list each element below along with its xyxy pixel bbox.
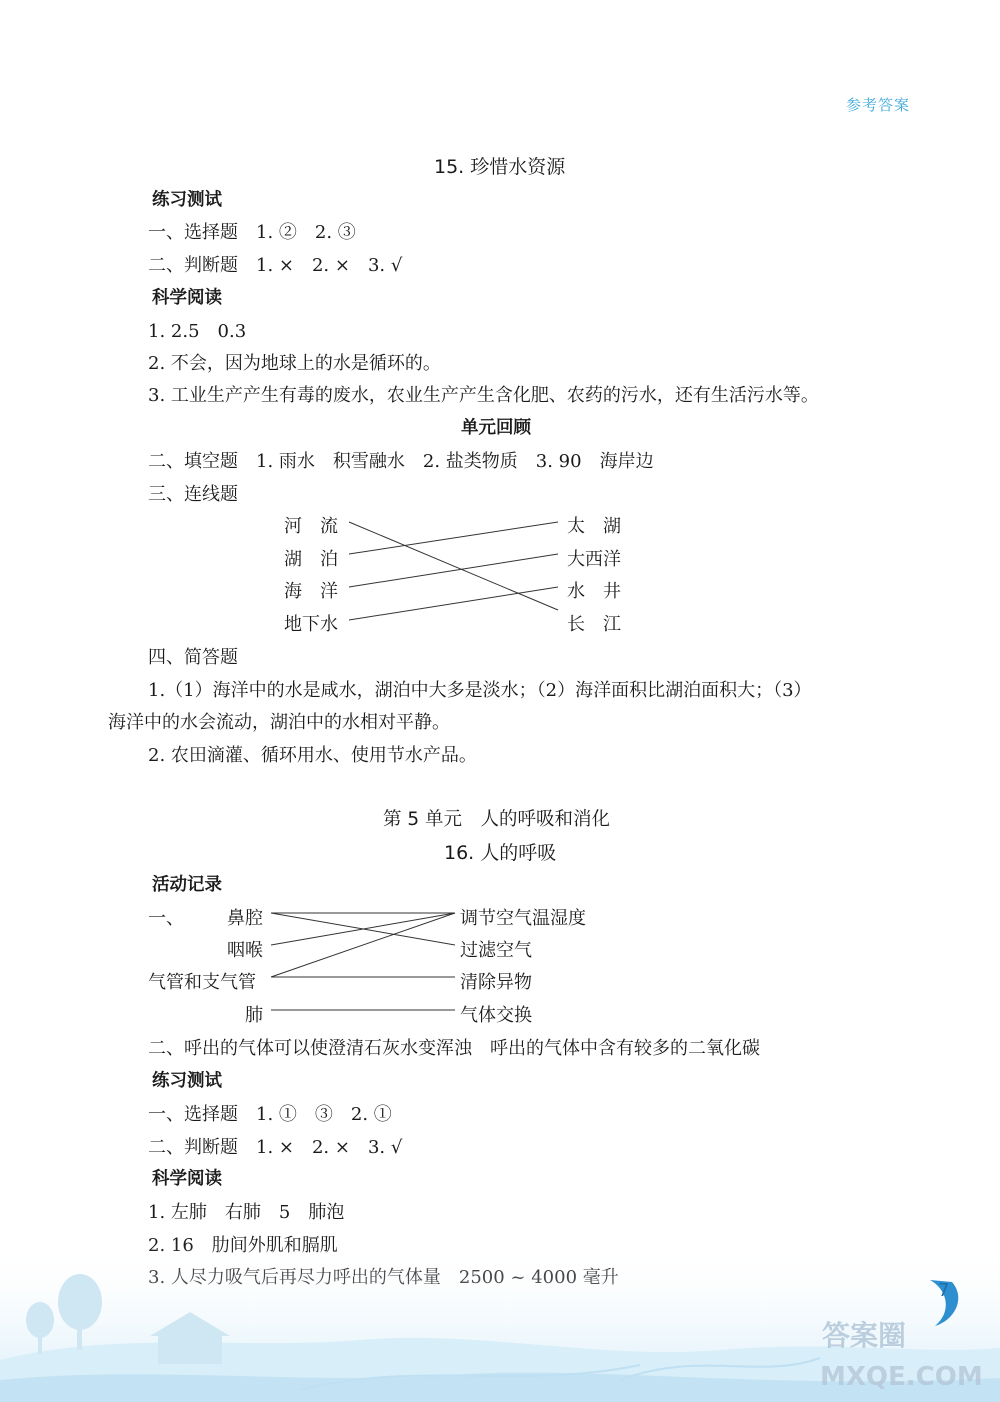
activity-heading: 活动记录 [152, 875, 222, 895]
function-humidity: 调节空气温湿度 [460, 908, 586, 929]
reading-answer-1: 1. 2.5 0.3 [148, 321, 247, 342]
match-line-river-yangtze [349, 522, 558, 610]
match-line-groundwater-well [349, 587, 558, 620]
reading-heading-2: 科学阅读 [152, 1169, 222, 1189]
match-right-2: 大西洋 [567, 549, 621, 570]
fill-answers: 二、填空题 1. 雨水 积雪融水 2. 盐类物质 3. 90 海岸边 [148, 451, 654, 472]
choice-answers: 一、选择题 1. ② 2. ③ [148, 222, 356, 243]
match-left-4: 地下水 [284, 614, 338, 635]
header-label: 参考答案 [846, 96, 911, 114]
resp-line-trachea-humidity [271, 913, 455, 977]
short-answer-2: 2. 农田滴灌、循环用水、使用节水产品。 [148, 745, 477, 766]
practice-heading: 练习测试 [152, 190, 222, 210]
match-left-2: 湖 泊 [284, 549, 338, 570]
function-filter: 过滤空气 [460, 940, 532, 961]
match-right-3: 水 井 [567, 581, 621, 602]
reading-answer-2-1: 1. 左肺 右肺 5 肺泡 [148, 1202, 345, 1223]
practice-heading-2: 练习测试 [152, 1071, 222, 1091]
judge-answers: 二、判断题 1. × 2. × 3. √ [148, 255, 403, 276]
short-answer-label: 四、简答题 [148, 647, 238, 668]
reading-answer-3: 3. 工业生产产生有毒的废水，农业生产产生含化肥、农药的污水，还有生活污水等。 [148, 385, 819, 406]
organ-nose: 鼻腔 [227, 908, 263, 929]
watermark-logo-bottom: MXQE.COM [820, 1362, 983, 1392]
reading-answer-2: 2. 不会，因为地球上的水是循环的。 [148, 353, 441, 374]
organ-trachea: 气管和支气管 [148, 972, 256, 993]
section-title: 15. 珍惜水资源 [434, 156, 566, 178]
match-right-4: 长 江 [567, 614, 621, 635]
organ-lung: 肺 [245, 1005, 263, 1026]
watermark-logo-top: 答案圈 [822, 1319, 907, 1352]
match-left-3: 海 洋 [284, 581, 338, 602]
reading-heading: 科学阅读 [152, 288, 222, 308]
short-answer-1b: 海洋中的水会流动，湖泊中的水相对平静。 [108, 712, 450, 733]
match-left-1: 河 流 [284, 516, 338, 537]
judge-answers-2: 二、判断题 1. × 2. × 3. √ [148, 1137, 403, 1158]
review-title: 单元回顾 [461, 418, 531, 438]
activity-item-two: 二、呼出的气体可以使澄清石灰水变浑浊 呼出的气体中含有较多的二氧化碳 [148, 1038, 760, 1059]
match-line-lake-taihu [349, 522, 558, 554]
lesson-title: 16. 人的呼吸 [444, 842, 557, 864]
function-clear: 清除异物 [460, 972, 532, 993]
match-line-ocean-atlantic [349, 554, 558, 587]
function-exchange: 气体交换 [460, 1005, 532, 1026]
choice-answers-2: 一、选择题 1. ① ③ 2. ① [148, 1104, 392, 1125]
match-label: 三、连线题 [148, 484, 238, 505]
organ-throat: 咽喉 [227, 940, 263, 961]
unit-title: 第 5 单元 人的呼吸和消化 [383, 809, 611, 830]
short-answer-1a: 1.（1）海洋中的水是咸水，湖泊中大多是淡水；（2）海洋面积比湖泊面积大；（3） [148, 680, 812, 701]
page-number: 7 [938, 1280, 950, 1301]
match-right-1: 太 湖 [567, 516, 621, 537]
activity-item-one: 一、 [148, 908, 184, 929]
